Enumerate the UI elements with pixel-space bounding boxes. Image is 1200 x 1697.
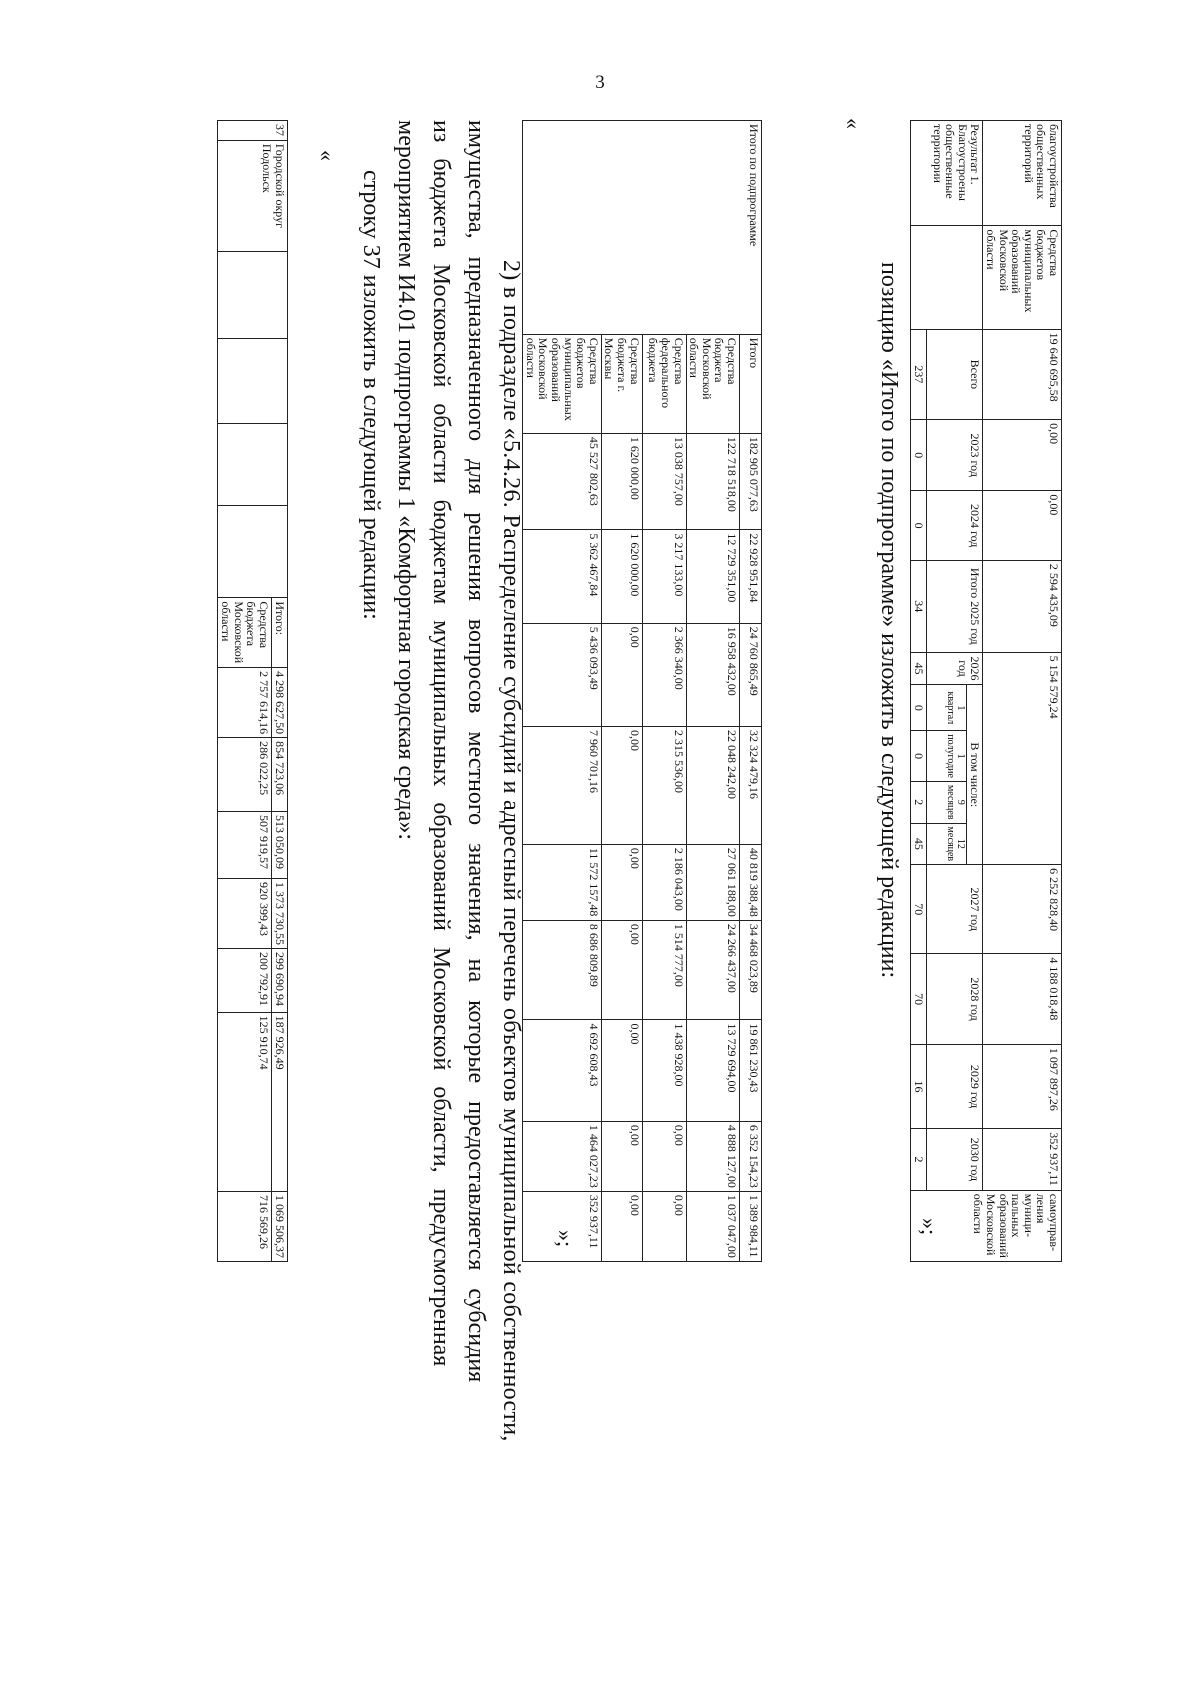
cell: 4 692 608,43 (523, 1020, 602, 1121)
cell: 854 723,06 (272, 738, 288, 812)
cell: 352 937,11 (523, 1191, 602, 1261)
cell: 1 037 047,00 (686, 1191, 739, 1261)
cell: 1 464 027,23 (523, 1121, 602, 1191)
cell: 0,00 (601, 920, 642, 1020)
cell: 187 926,49 (272, 1012, 288, 1191)
row-a-2025: 2 594 435,09 (983, 560, 1062, 652)
cell: 32 324 479,16 (740, 726, 762, 844)
v-q3: 2 (911, 781, 927, 823)
row-a-2023: 0,00 (983, 420, 1062, 491)
cell: 0,00 (601, 623, 642, 726)
cell: 22 928 951,84 (740, 530, 762, 623)
paragraph-section (353, 120, 528, 1442)
v-q2: 0 (911, 731, 927, 782)
cell: 2 186 043,00 (642, 844, 686, 920)
vsego-header: Всего (927, 329, 983, 419)
cell: 2 366 340,00 (642, 623, 686, 726)
cell: 1 620 000,00 (601, 530, 642, 623)
h-2029: 2029 год (927, 1044, 983, 1128)
cell: 4 888 127,00 (686, 1121, 739, 1191)
h-2030: 2030 год (927, 1129, 983, 1190)
cell: 13 729 694,00 (686, 1020, 739, 1121)
cell: 513 050,09 (272, 812, 288, 879)
open-quote-1: « (841, 118, 866, 129)
paragraph-line: из бюджета Московской области бюджетам муниципальных образований Московской области, предусмотренная (428, 120, 454, 1367)
cell: 5 362 467,84 (523, 530, 602, 623)
v-2023: 0 (911, 420, 927, 491)
subprogram-label: Итого по подпрограмме (523, 121, 762, 335)
cell: 24 760 865,49 (740, 623, 762, 726)
cell: 200 792,91 (218, 949, 272, 1013)
h-q1: 1 квартал (927, 685, 967, 731)
subprogram-total-table (522, 120, 762, 1262)
cell: 0,00 (642, 1121, 686, 1191)
cell: 6 352 154,23 (740, 1121, 762, 1191)
page-number: 3 (595, 72, 605, 93)
cell: 299 690,94 (272, 949, 288, 1013)
cell: 0,00 (642, 1191, 686, 1261)
v-2030: 2 (911, 1129, 927, 1190)
h-q3: 9 месяцев (927, 781, 967, 823)
cell: 182 905 077,63 (740, 433, 762, 530)
h-itogo-2025: Итого 2025 год (927, 560, 983, 652)
v-q1: 0 (911, 685, 927, 731)
cell: 22 048 242,00 (686, 726, 739, 844)
paragraph-line: строку 37 изложить в следующей редакции: (358, 170, 384, 620)
cell: 8 686 809,89 (523, 920, 602, 1020)
cell: 2 757 614,16 (218, 668, 272, 738)
row-a-2027: 6 252 828,40 (983, 865, 1062, 954)
cell: 0,00 (601, 1020, 642, 1121)
cell: 1 438 928,00 (642, 1020, 686, 1121)
paragraph-line: мероприятием И4.01 подпрограммы 1 «Комфортная городская среда»: (393, 120, 419, 840)
cell: 1 069 506,37 (272, 1192, 288, 1262)
cell: 4 298 627,50 (272, 668, 288, 738)
cell: 507 919,57 (218, 812, 272, 879)
cell: 2 315 536,00 (642, 726, 686, 844)
cell: 45 527 802,63 (523, 433, 602, 530)
paragraph-line: имущества, предназначенного для решения вопросов местного значения, на которые предоставляется субсидия (463, 120, 489, 1383)
h-2023: 2023 год (927, 420, 983, 491)
cell: 1 514 777,00 (642, 920, 686, 1020)
cell: 16 958 432,00 (686, 623, 739, 726)
row-name: Средства бюджета Московской области (218, 598, 272, 668)
v-2025: 34 (911, 560, 927, 652)
v-2024: 0 (911, 491, 927, 561)
paragraph-line: 2) в подразделе «5.4.26. Распределение субсидий и адресный перечень объектов муниципальной собственности, (498, 260, 524, 1442)
cell: 122 718 518,00 (686, 433, 739, 530)
row-a-total: 19 640 695,58 (983, 329, 1062, 419)
cell: 125 910,74 (218, 1012, 272, 1191)
h-incl: В том числе: (967, 685, 983, 865)
cell: 13 038 757,00 (642, 433, 686, 530)
close-quote-1: »; (917, 1218, 942, 1236)
cell: 11 572 157,48 (523, 844, 602, 920)
h-2028: 2028 год (927, 954, 983, 1044)
cell: 716 569,26 (218, 1192, 272, 1262)
row-a-last: самоуправ-ления муници-пальных образований Московской области (911, 1190, 1062, 1261)
row-number: 37 (218, 121, 288, 141)
h-2027: 2027 год (927, 865, 983, 954)
h-q2: 1 полугодие (927, 731, 967, 782)
result-table (910, 120, 1062, 1262)
cell: 1 389 984,11 (740, 1191, 762, 1261)
cell: 7 960 701,16 (523, 726, 602, 844)
open-quote-2: « (315, 150, 340, 161)
cell: 1 620 000,00 (601, 433, 642, 530)
row-a-funding: Средства бюджетов муниципальных образований Московской области (983, 226, 1062, 329)
paragraph-itogo: позицию «Итого по подпрограмме» изложить в следующей редакции: (876, 262, 902, 979)
cell: 3 217 133,00 (642, 530, 686, 623)
v-2028: 70 (911, 954, 927, 1044)
cell: 27 061 188,00 (686, 844, 739, 920)
cell: 19 861 230,43 (740, 1020, 762, 1121)
row-a-2029: 1 097 897,26 (983, 1044, 1062, 1128)
cell: 0,00 (601, 844, 642, 920)
row-name: Средства бюджета Московской области (686, 334, 739, 433)
row-name: Средства бюджетов муниципальных образований Московской области (523, 334, 602, 433)
cell: 920 399,43 (218, 879, 272, 949)
row-a-2030: 352 937,11 (983, 1129, 1062, 1190)
cell: 0,00 (601, 726, 642, 844)
v-total: 237 (911, 329, 927, 419)
cell: 12 729 351,00 (686, 530, 739, 623)
cell: 0,00 (601, 1121, 642, 1191)
cell: 34 468 023,89 (740, 920, 762, 1020)
h-2026: 2026 год (927, 652, 983, 685)
row-a-2026: 5 154 579,24 (983, 652, 1062, 865)
v-2027: 70 (911, 865, 927, 954)
cell: 286 022,25 (218, 738, 272, 812)
h-2024: 2024 год (927, 491, 983, 561)
row37-table (217, 120, 288, 1262)
cell: 5 436 093,49 (523, 623, 602, 726)
cell: 24 266 437,00 (686, 920, 739, 1020)
v-q4: 45 (911, 823, 927, 865)
cell: 0,00 (601, 1191, 642, 1261)
row-name: Итого (740, 334, 762, 433)
row-name: Средства федерального бюджета (642, 334, 686, 433)
cell: 1 373 730,55 (272, 879, 288, 949)
row-name: Средства бюджета г. Москвы (601, 334, 642, 433)
row-name: Итого: (272, 598, 288, 668)
row-a-label: благоустройства общественных территорий (983, 121, 1062, 226)
close-quote-2: »; (553, 1230, 578, 1248)
v-2029: 16 (911, 1044, 927, 1128)
municipality-name: Городской округ Подольск (218, 140, 288, 251)
cell: 40 819 388,48 (740, 844, 762, 920)
row-a-2028: 4 188 018,48 (983, 954, 1062, 1044)
row-a-2024: 0,00 (983, 491, 1062, 561)
h-q4: 12 месяцев (927, 823, 967, 865)
v-2026: 45 (911, 652, 927, 685)
result-label: Результат 1. Благоустроены общественные территории (911, 121, 983, 226)
